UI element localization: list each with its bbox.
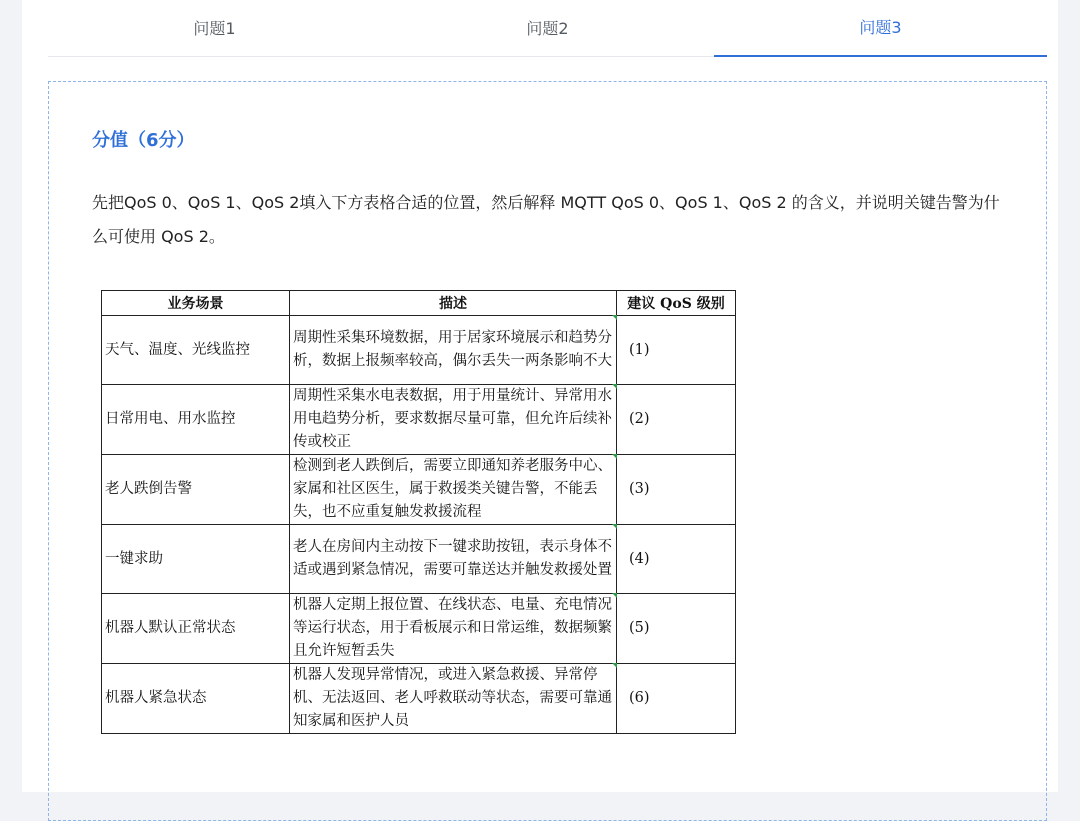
tab-question-2[interactable]: 问题2 — [526, 18, 569, 38]
answer-cell: (5) — [617, 594, 736, 664]
answer-cell: (4) — [617, 525, 736, 594]
question-panel — [48, 81, 1047, 821]
scene-cell: 机器人默认正常状态 — [102, 594, 290, 664]
score-label: 分值（6分） — [92, 130, 195, 151]
scene-cell: 老人跌倒告警 — [102, 455, 290, 525]
tab-question-1[interactable]: 问题1 — [193, 18, 236, 38]
desc-cell: 周期性采集环境数据，用于居家环境展示和趋势分析，数据上报频率较高，偶尔丢失一两条影响不大 — [290, 316, 617, 385]
desc-cell: 老人在房间内主动按下一键求助按钮，表示身体不适或遇到紧急情况，需要可靠送达并触发救援处置 — [290, 525, 617, 594]
page — [22, 0, 1058, 792]
tab-question-3[interactable]: 问题3 — [714, 0, 1047, 57]
answer-cell: (2) — [617, 385, 736, 455]
scene-cell: 机器人紧急状态 — [102, 664, 290, 734]
desc-cell: 检测到老人跌倒后，需要立即通知养老服务中心、家属和社区医生，属于救援类关键告警，不能丢失，也不应重复触发救援流程 — [290, 455, 617, 525]
table-row — [102, 594, 736, 664]
scene-cell: 日常用电、用水监控 — [102, 385, 290, 455]
question-tabs — [48, 0, 1047, 57]
answer-cell: (1) — [617, 316, 736, 385]
table-row — [102, 455, 736, 525]
header-qos: 建议 QoS 级别 — [617, 291, 736, 316]
scene-cell: 天气、温度、光线监控 — [102, 316, 290, 385]
desc-cell: 机器人发现异常情况，或进入紧急救援、异常停机、无法返回、老人呼救联动等状态，需要可靠通知家属和医护人员 — [290, 664, 617, 734]
qos-table — [101, 290, 736, 734]
table-row — [102, 316, 736, 385]
table-header-row — [102, 291, 736, 316]
question-text: 先把QoS 0、QoS 1、QoS 2填入下方表格合适的位置，然后解释 MQTT QoS 0、QoS 1、QoS 2 的含义，并说明关键告警为什么可使用 QoS 2。 — [92, 193, 1000, 246]
table-row — [102, 385, 736, 455]
header-desc: 描述 — [290, 291, 617, 316]
scene-cell: 一键求助 — [102, 525, 290, 594]
header-scene: 业务场景 — [102, 291, 290, 316]
desc-cell: 机器人定期上报位置、在线状态、电量、充电情况等运行状态，用于看板展示和日常运维，数据频繁且允许短暂丢失 — [290, 594, 617, 664]
answer-cell: (3) — [617, 455, 736, 525]
table-row — [102, 525, 736, 594]
desc-cell: 周期性采集水电表数据，用于用量统计、异常用水用电趋势分析，要求数据尽量可靠，但允许后续补传或校正 — [290, 385, 617, 455]
answer-cell: (6) — [617, 664, 736, 734]
table-row — [102, 664, 736, 734]
